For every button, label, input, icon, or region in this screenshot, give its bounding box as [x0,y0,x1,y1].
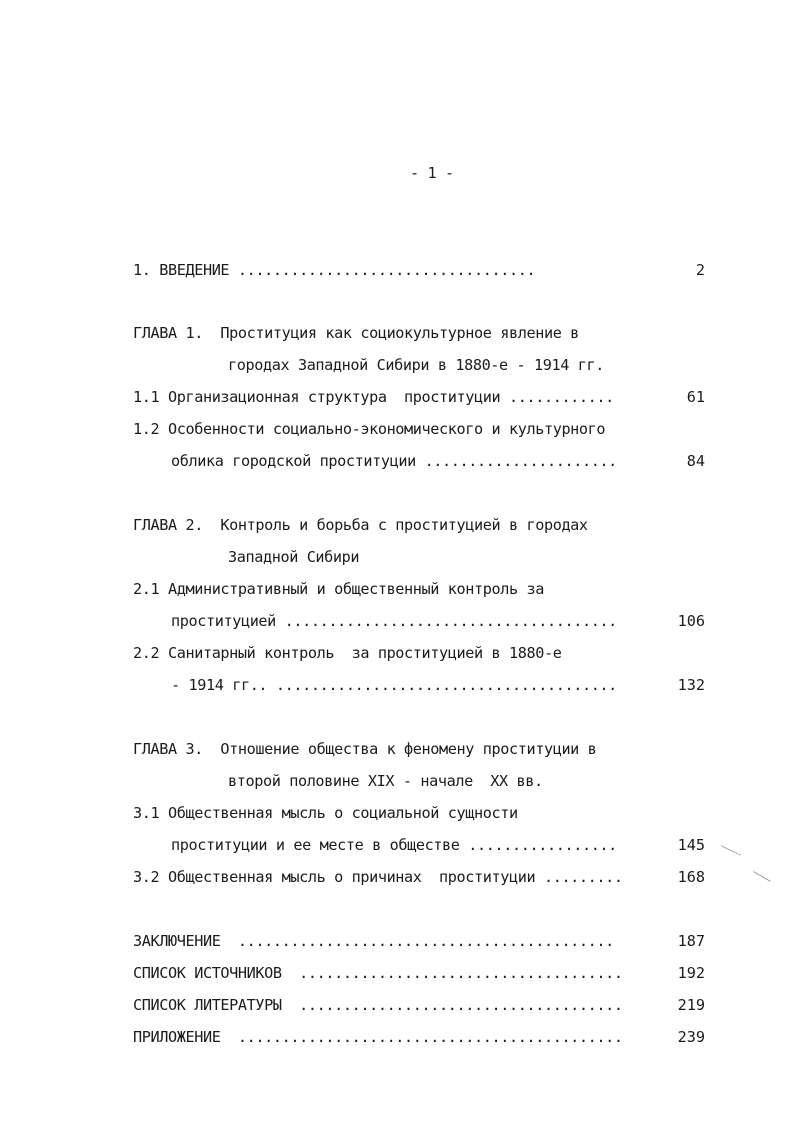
toc-page-sources: 192 [677,964,705,982]
toc-page-1-2: 84 [686,452,705,470]
scan-artifact-mark [753,871,771,882]
toc-entry-3-1-title: 3.1 Общественная мысль о социальной сущности [133,804,518,822]
toc-entry-2-1-title: 2.1 Административный и общественный контроль за [133,580,544,598]
toc-page-appendix: 239 [677,1028,705,1046]
toc-entry-2-2: - 1914 гг.. ....................................... [171,676,617,694]
chapter-3-title-cont: второй половине XIX - начале XX вв. [228,772,543,790]
toc-page-3-2: 168 [677,868,705,886]
page-number: - 1 - [410,164,454,182]
toc-page-intro: 2 [695,261,705,279]
toc-page-2-1: 106 [677,612,705,630]
chapter-2-title-cont: Западной Сибири [228,548,360,566]
chapter-1-title: ГЛАВА 1. Проституция как социокультурное явление в [133,324,579,342]
toc-page-conclusion: 187 [677,932,705,950]
scan-artifact-mark [721,845,741,855]
toc-page-3-1: 145 [677,836,705,854]
chapter-3-title: ГЛАВА 3. Отношение общества к феномену проституции в [133,740,597,758]
chapter-2-title: ГЛАВА 2. Контроль и борьба с проституцией в городах [133,516,588,534]
toc-page-1-1: 61 [686,388,705,406]
toc-entry-sources: СПИСОК ИСТОЧНИКОВ ..................................... [133,964,623,982]
toc-entry-literature: СПИСОК ЛИТЕРАТУРЫ ..................................... [133,996,623,1014]
toc-entry-2-1: проституцией ...................................... [171,612,617,630]
toc-entry-intro: 1. ВВЕДЕНИЕ .................................. [133,261,536,279]
toc-entry-1-2: облика городской проституции ...................... [171,452,617,470]
toc-entry-2-2-title: 2.2 Санитарный контроль за проституцией в 1880-е [133,644,562,662]
toc-entry-1-1: 1.1 Организационная структура проституции ............ [133,388,614,406]
toc-entry-appendix: ПРИЛОЖЕНИЕ ............................................ [133,1028,623,1046]
toc-entry-3-1: проституции и ее месте в обществе ................. [171,836,617,854]
toc-page-2-2: 132 [677,676,705,694]
toc-entry-conclusion: ЗАКЛЮЧЕНИЕ ........................................... [133,932,614,950]
toc-entry-3-2: 3.2 Общественная мысль о причинах проституции ......... [133,868,623,886]
toc-page-literature: 219 [677,996,705,1014]
chapter-1-title-cont: городах Западной Сибири в 1880-е - 1914 гг. [228,356,604,374]
toc-entry-1-2-title: 1.2 Особенности социально-экономического и культурного [133,420,606,438]
